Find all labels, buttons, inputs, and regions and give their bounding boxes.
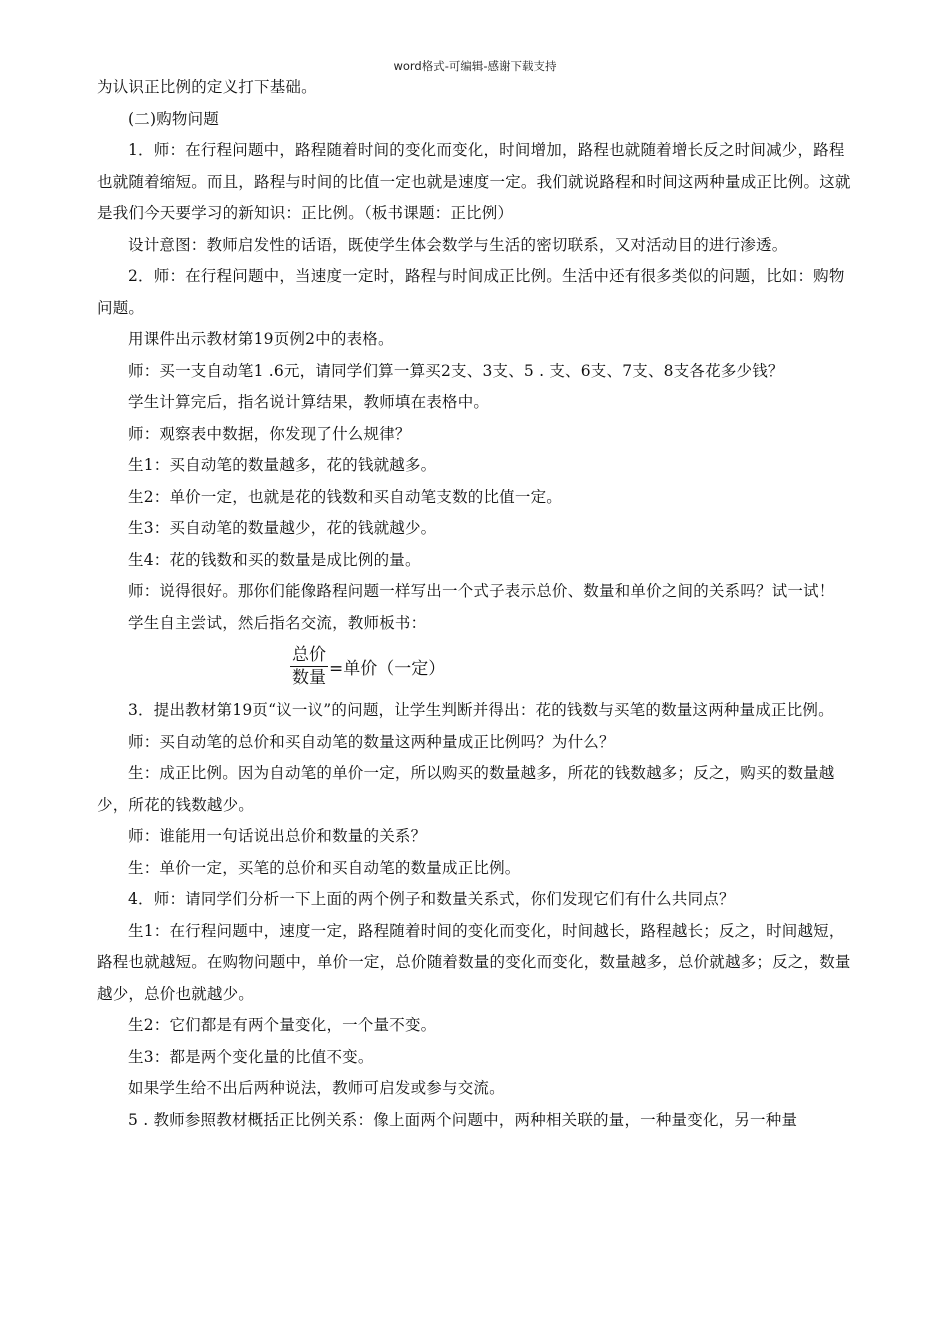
paragraph: 生1：买自动笔的数量越多，花的钱就越多。 <box>128 456 437 474</box>
paragraph: 2．师：在行程问题中，当速度一定时，路程与时间成正比例。生活中还有很多类似的问题，比如：购物问题。 <box>97 267 845 317</box>
paragraph: 如果学生给不出后两种说法，教师可启发或参与交流。 <box>128 1079 505 1097</box>
paragraph: 学生计算完后，指名说计算结果，教师填在表格中。 <box>128 393 490 411</box>
paragraph: 生3：都是两个变化量的比值不变。 <box>128 1047 374 1066</box>
paragraph: 生2：它们都是有两个量变化，一个量不变。 <box>128 1016 437 1034</box>
paragraph: 为认识正比例的定义打下基础。 <box>97 78 317 96</box>
paragraph: 生1：在行程问题中，速度一定，路程随着时间的变化而变化，时间越长，路程越长；反之，时间越短，路程也就越短。在购物问题中，单价一定，总价随着数量的变化而变化，数量越多，总价就越多；反之，数量越少，总价也就越少。 <box>97 921 851 1003</box>
paragraph: 学生自主尝试，然后指名交流，教师板书： <box>128 613 427 632</box>
paragraph: 师：说得很好。那你们能像路程问题一样写出一个式子表示总价、数量和单价之间的关系吗？试一试！ <box>128 582 835 600</box>
paragraph: 用课件出示教材第19页例2中的表格。 <box>128 330 394 348</box>
paragraph: 5 . 教师参照教材概括正比例关系：像上面两个问题中，两种相关联的量，一种量变化，另一种量 <box>128 1110 798 1129</box>
paragraph: 师：谁能用一句话说出总价和数量的关系？ <box>128 827 427 845</box>
paragraph: 师：买自动笔的总价和买自动笔的数量这两种量成正比例吗？为什么？ <box>128 732 615 751</box>
paragraph: 师：观察表中数据，你发现了什么规律？ <box>128 424 411 443</box>
paragraph: 生2：单价一定，也就是花的钱数和买自动笔支数的比值一定。 <box>128 487 562 506</box>
paragraph: 生：成正比例。因为自动笔的单价一定，所以购买的数量越多，所花的钱数越多；反之，购买的数量越少，所花的钱数越少。 <box>97 764 835 814</box>
document-body <box>97 72 857 1136</box>
paragraph: 生3：买自动笔的数量越少，花的钱就越少。 <box>128 519 437 537</box>
fraction-numerator: 总价 <box>292 644 326 665</box>
paragraph: 1．师：在行程问题中，路程随着时间的变化而变化，时间增加，路程也就随着增长反之时间减少，路程也就随着缩短。而且，路程与时间的比值一定也就是速度一定。我们就说路程和时间这两种量成正比例。这就是我们今天要学习的新知识：正比例。（板书课题：正比例） <box>97 141 851 222</box>
paragraph: 生：单价一定，买笔的总价和买自动笔的数量成正比例。 <box>128 858 521 877</box>
fraction-denominator: 数量 <box>292 667 326 688</box>
fraction <box>290 644 328 689</box>
paragraph: 3．提出教材第19页“议一议”的问题，让学生判断并得出：花的钱数与买笔的数量这两种量成正比例。 <box>128 701 834 719</box>
paragraph: 设计意图：教师启发性的话语，既使学生体会数学与生活的密切联系，又对活动目的进行渗透。 <box>128 235 788 254</box>
paragraph: 4．师：请同学们分析一下上面的两个例子和数量关系式，你们发现它们有什么共同点？ <box>128 890 735 908</box>
paragraph: 师：买一支自动笔1 .6元，请同学们算一算买2支、3支、5 . 支、6支、7支、8支各花多少钱？ <box>128 361 784 380</box>
page-header: word格式-可编辑-感谢下载支持 <box>393 59 557 73</box>
formula-rest: =单价（一定） <box>329 658 446 679</box>
section-heading: (二)购物问题 <box>128 109 219 128</box>
paragraph: 生4：花的钱数和买的数量是成比例的量。 <box>128 550 421 569</box>
formula <box>290 641 857 691</box>
